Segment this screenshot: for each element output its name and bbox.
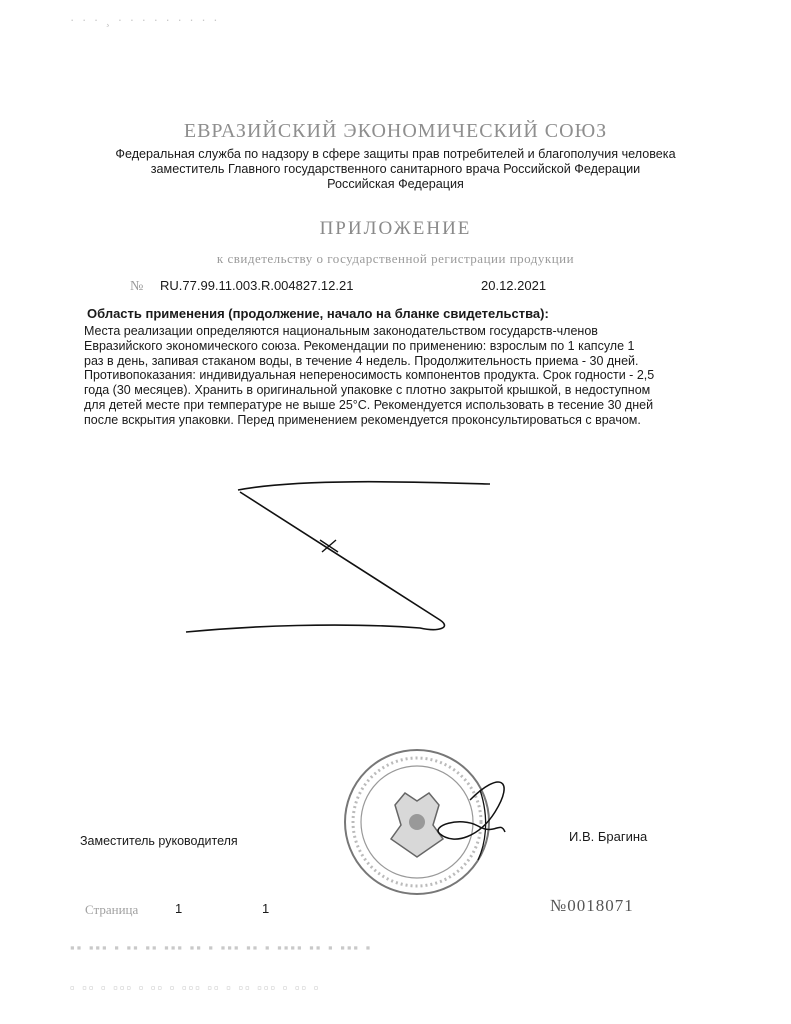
scope-line: Места реализации определяются национальным законодательством государств-членов <box>84 324 598 338</box>
form-serial-number: №0018071 <box>550 896 634 915</box>
scan-noise-bottom-2: ▫ ▫▫ ▫ ▫▫▫ ▫ ▫▫ ▫ ▫▫▫ ▫▫ ▫ ▫▫ ▫▫▫ ▫ ▫▫ ▫ <box>70 980 321 995</box>
annex-title: ПРИЛОЖЕНИЕ <box>319 218 472 239</box>
scope-line: после вскрытия упаковки. Перед применением рекомендуется проконсультироваться с врачом. <box>84 412 641 427</box>
signatory-name: И.В. Брагина <box>569 829 648 844</box>
agency-line: заместитель Главного государственного санитарного врача Российской Федерации <box>150 162 641 176</box>
number-mark: № <box>130 279 144 294</box>
scan-noise-top: · · · ¸ · · · · · · · · · <box>70 12 220 27</box>
scope-line: раз в день, запивая стаканом воды, в течение 4 недель. Продолжительность приема - 30 дней. <box>84 353 639 368</box>
annex-subtitle: к свидетельству о государственной регистрации продукции <box>216 251 575 266</box>
page-total: 1 <box>262 901 270 916</box>
registration-date: 20.12.2021 <box>481 278 547 293</box>
scope-line: Противопоказания: индивидуальная непереносимость компонентов продукта. Срок годности - 2,5 <box>84 368 655 383</box>
scope-line: Евразийского экономического союза. Рекомендации по применению: взрослым по 1 капсуле 1 <box>84 338 635 353</box>
scope-title: Область применения (продолжение, начало на бланке свидетельства): <box>87 306 549 321</box>
page-label: Страница <box>85 902 139 917</box>
scope-line: года (30 месяцев). Хранить в оригинальной упаковке с плотно закрытой крышкой, в недоступном <box>84 383 651 398</box>
scan-noise-bottom: ▪▪ ▪▪▪ ▪ ▪▪ ▪▪ ▪▪▪ ▪▪ ▪ ▪▪▪ ▪▪ ▪ ▪▪▪▪ ▪▪ ▪ ▪▪▪ ▪ <box>70 940 373 955</box>
union-header: ЕВРАЗИЙСКИЙ ЭКОНОМИЧЕСКИЙ СОЮЗ <box>183 120 608 142</box>
registration-number: RU.77.99.11.003.R.004827.12.21 <box>160 278 354 293</box>
agency-line: Федеральная служба по надзору в сфере защиты прав потребителей и благополучия человека <box>115 147 676 161</box>
scope-line: для детей месте при температуре не выше 25°С. Рекомендуется использовать в тесение 30 дней <box>84 397 654 412</box>
deputy-label: Заместитель руководителя <box>80 834 238 848</box>
agency-line: Российская Федерация <box>327 177 464 191</box>
page-number: 1 <box>175 901 183 916</box>
